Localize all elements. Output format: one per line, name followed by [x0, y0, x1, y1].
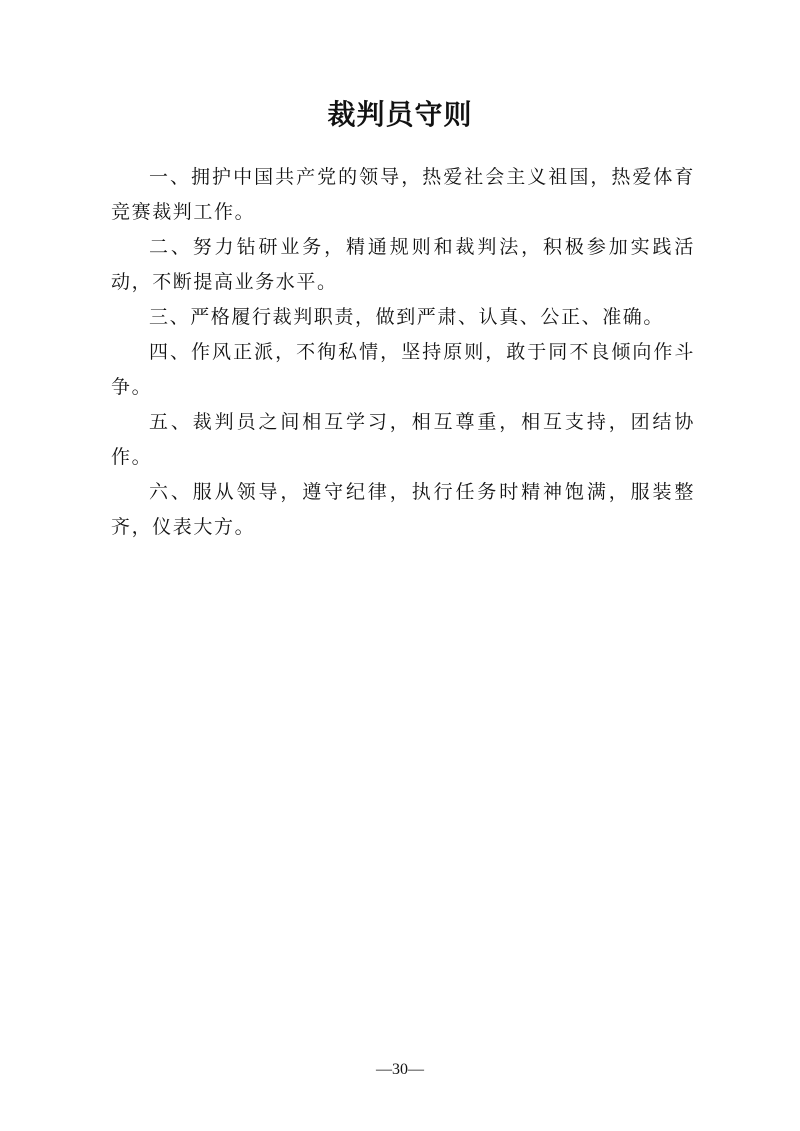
- rule-paragraph-6: 六、服从领导，遵守纪律，执行任务时精神饱满，服装整齐，仪表大方。: [111, 481, 695, 538]
- rule-paragraph-2: 二、努力钻研业务，精通规则和裁判法，积极参加实践活动，不断提高业务水平。: [111, 236, 695, 293]
- document-body: [111, 160, 695, 545]
- rule-paragraph-4: 四、作风正派，不徇私情，坚持原则，敢于同不良倾向作斗争。: [111, 341, 695, 398]
- rule-paragraph-3: 三、严格履行裁判职责，做到严肃、认真、公正、准确。: [149, 306, 665, 328]
- rule-paragraph-1: 一、拥护中国共产党的领导，热爱社会主义祖国，热爱体育竞赛裁判工作。: [111, 166, 695, 223]
- page-number: —30—: [376, 1061, 424, 1078]
- rule-paragraph-5: 五、裁判员之间相互学习，相互尊重，相互支持，团结协作。: [111, 411, 695, 468]
- document-title: 裁判员守则: [327, 98, 473, 131]
